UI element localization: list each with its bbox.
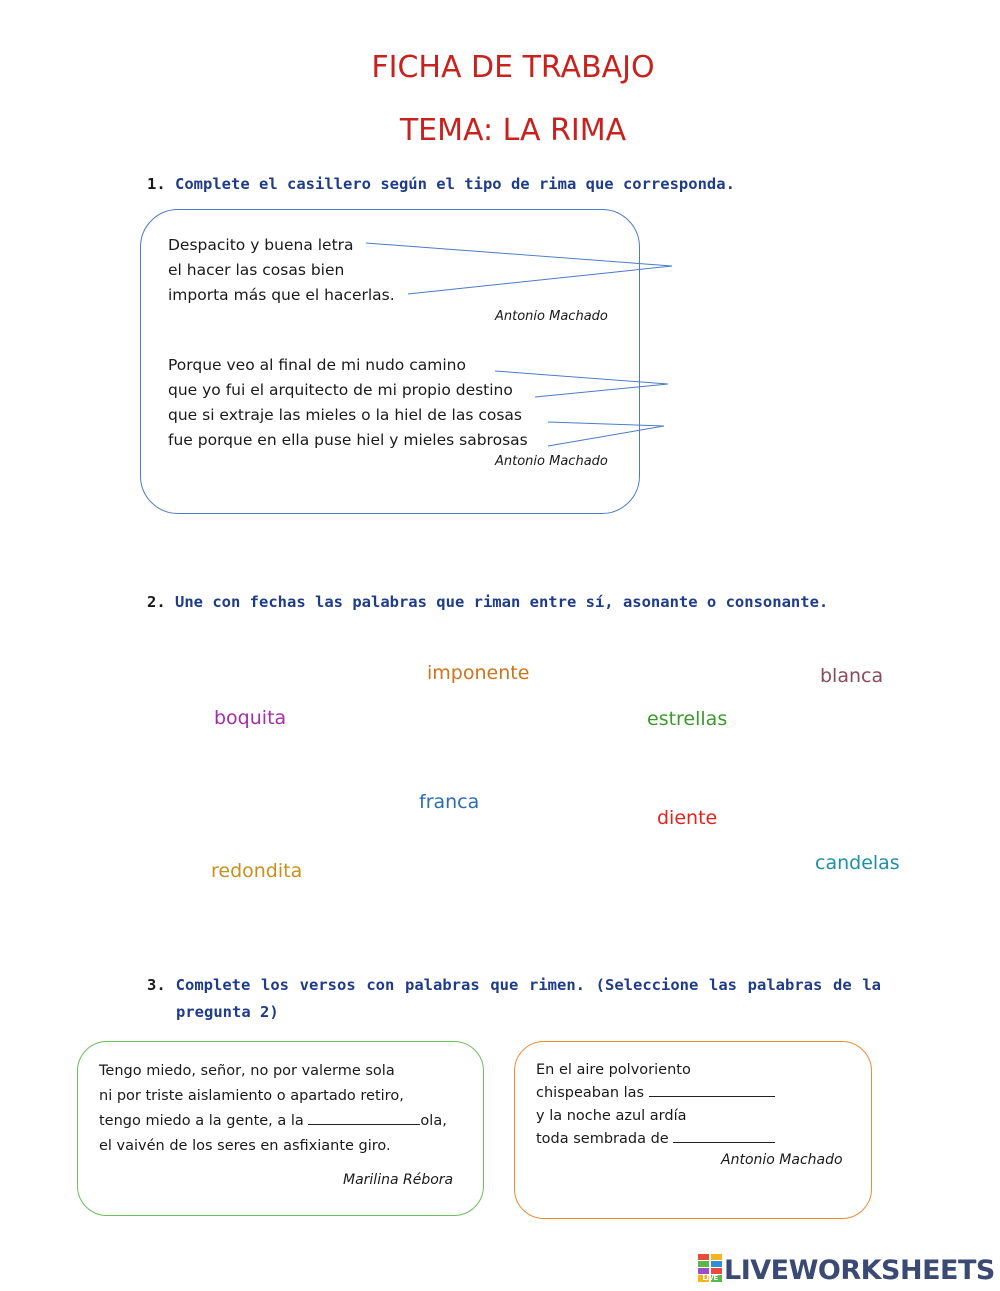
question-2-prompt: Une con fechas las palabras que riman entre sí, asonante o consonante. xyxy=(175,593,829,611)
verse-right-author: Antonio Machado xyxy=(721,1152,843,1168)
page-subtitle: TEMA: LA RIMA xyxy=(399,113,627,148)
verse-left-line-end: ola, xyxy=(420,1113,447,1129)
blank-input[interactable] xyxy=(649,1082,775,1097)
question-3 xyxy=(147,972,881,1026)
word-boquita[interactable]: boquita xyxy=(214,707,287,729)
poem-2-line: fue porque en ella puse hiel y mieles sabrosas xyxy=(168,431,528,449)
verse-left-line: el vaivén de los seres en asfixiante giro. xyxy=(99,1138,391,1154)
connector-line xyxy=(548,422,664,426)
word-imponente[interactable]: imponente xyxy=(427,662,530,684)
verse-left xyxy=(99,1059,447,1159)
question-3-prompt: Complete los versos con palabras que rimen. (Seleccione las palabras de la xyxy=(175,976,881,994)
logo-cube-letters: LIVE xyxy=(702,1274,718,1282)
verse-right-line-start: toda sembrada de xyxy=(536,1131,674,1147)
verse-left-line: ni por triste aislamiento o apartado retiro, xyxy=(99,1088,404,1104)
logo-cube-icon xyxy=(698,1254,722,1282)
verse-right-line: y la noche azul ardía xyxy=(536,1108,687,1124)
poem-2-line: Porque veo al final de mi nudo camino xyxy=(168,356,466,374)
poem-2-author: Antonio Machado xyxy=(495,454,608,469)
page-title: FICHA DE TRABAJO xyxy=(371,50,655,85)
logo-text: LIVEWORKSHEETS xyxy=(724,1255,995,1286)
question-3-prompt-continued: pregunta 2) xyxy=(176,1003,279,1021)
poem-1-line: el hacer las cosas bien xyxy=(168,261,345,279)
blank-input[interactable] xyxy=(673,1128,775,1143)
verse-left-line xyxy=(99,1109,447,1134)
verse-right-line xyxy=(536,1128,775,1151)
verse-right-line-start: chispeaban las xyxy=(536,1085,649,1101)
blank-input[interactable] xyxy=(308,1110,420,1125)
word-estrellas[interactable]: estrellas xyxy=(647,708,728,730)
verse-right-line: En el aire polvoriento xyxy=(536,1062,691,1078)
word-franca[interactable]: franca xyxy=(419,791,480,813)
verse-right-line xyxy=(536,1082,775,1105)
question-1-prompt: Complete el casillero según el tipo de rima que corresponda. xyxy=(175,175,735,193)
verse-left-line: Tengo miedo, señor, no por valerme sola xyxy=(99,1063,395,1079)
poem-1-line: importa más que el hacerlas. xyxy=(168,286,395,304)
connector-line xyxy=(495,371,668,384)
liveworksheets-logo[interactable] xyxy=(698,1254,995,1286)
word-diente[interactable]: diente xyxy=(657,807,718,829)
question-3-number: 3. xyxy=(147,976,166,994)
word-candelas[interactable]: candelas xyxy=(815,852,900,874)
word-redondita[interactable]: redondita xyxy=(211,860,303,882)
poem-1-line: Despacito y buena letra xyxy=(168,236,354,254)
verse-left-author: Marilina Rébora xyxy=(343,1172,454,1188)
connector-line xyxy=(408,266,672,294)
poem-2-line: que si extraje las mieles o la hiel de las cosas xyxy=(168,406,522,424)
connector-line xyxy=(366,243,672,266)
question-2 xyxy=(147,593,828,611)
question-3-line-1 xyxy=(147,972,881,999)
connector-line xyxy=(535,384,668,397)
question-1-number: 1. xyxy=(147,175,166,193)
poem-2-line: que yo fui el arquitecto de mi propio destino xyxy=(168,381,513,399)
verse-left-line-start: tengo miedo a la gente, a la xyxy=(99,1113,309,1129)
verse-right xyxy=(536,1059,775,1151)
word-blanca[interactable]: blanca xyxy=(820,665,884,687)
question-2-number: 2. xyxy=(147,593,166,611)
poem-1-author: Antonio Machado xyxy=(495,309,608,324)
connector-line xyxy=(548,426,664,446)
